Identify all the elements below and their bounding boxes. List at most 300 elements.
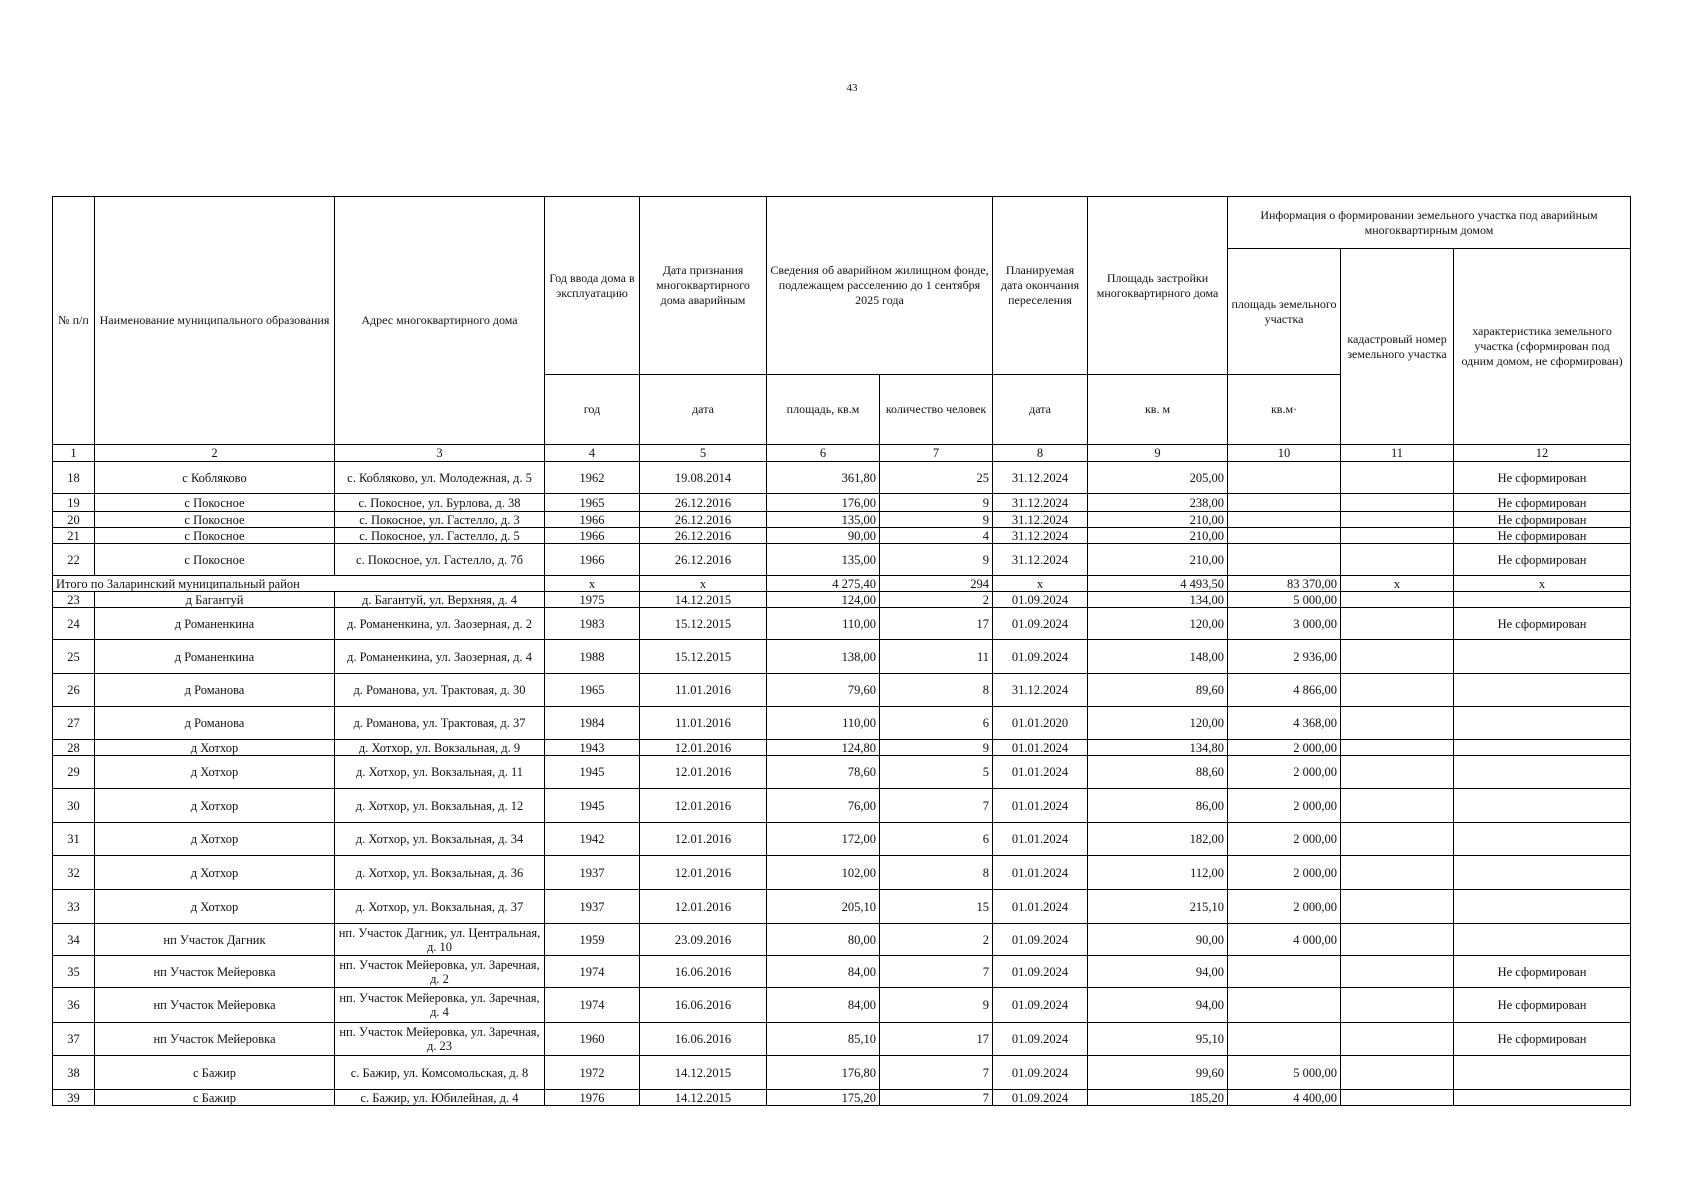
people-count: 4 bbox=[880, 528, 993, 544]
year-in-service: 1972 bbox=[545, 1056, 640, 1090]
planned-date: 01.01.2020 bbox=[993, 707, 1088, 740]
date-recognized: 12.01.2016 bbox=[640, 789, 767, 823]
land-characteristic bbox=[1454, 707, 1631, 740]
cadastral-number bbox=[1341, 462, 1454, 494]
people-count: 9 bbox=[880, 494, 993, 512]
land-area: 2 936,00 bbox=[1228, 640, 1341, 674]
build-area: 210,00 bbox=[1088, 544, 1228, 576]
land-characteristic: Не сформирован bbox=[1454, 956, 1631, 988]
land-area: 4 866,00 bbox=[1228, 674, 1341, 707]
people-count: 11 bbox=[880, 640, 993, 674]
year-in-service: 1974 bbox=[545, 988, 640, 1023]
house-address: с. Покосное, ул. Гастелло, д. 7б bbox=[335, 544, 545, 576]
people-count: 8 bbox=[880, 856, 993, 890]
row-number: 36 bbox=[53, 988, 95, 1023]
total-row bbox=[53, 576, 1631, 592]
cadastral-number bbox=[1341, 512, 1454, 528]
total-date: х bbox=[640, 576, 767, 592]
people-count: 9 bbox=[880, 512, 993, 528]
total-planned: х bbox=[993, 576, 1088, 592]
house-address: д. Хотхор, ул. Вокзальная, д. 34 bbox=[335, 823, 545, 856]
planned-date: 01.01.2024 bbox=[993, 890, 1088, 924]
cadastral-number bbox=[1341, 528, 1454, 544]
date-recognized: 16.06.2016 bbox=[640, 988, 767, 1023]
planned-date: 01.09.2024 bbox=[993, 988, 1088, 1023]
land-area bbox=[1228, 956, 1341, 988]
page-number: 43 bbox=[846, 82, 858, 94]
date-recognized: 11.01.2016 bbox=[640, 707, 767, 740]
cadastral-number bbox=[1341, 856, 1454, 890]
column-number-row bbox=[53, 445, 1631, 462]
house-address: д. Романова, ул. Трактовая, д. 30 bbox=[335, 674, 545, 707]
build-area: 134,80 bbox=[1088, 740, 1228, 756]
planned-date: 01.01.2024 bbox=[993, 740, 1088, 756]
header-land-info: Информация о формировании земельного участка под аварийным многоквартирным домом bbox=[1228, 197, 1631, 249]
year-in-service: 1966 bbox=[545, 512, 640, 528]
row-number: 24 bbox=[53, 608, 95, 640]
total-build-area: 4 493,50 bbox=[1088, 576, 1228, 592]
land-characteristic bbox=[1454, 592, 1631, 608]
land-area: 2 000,00 bbox=[1228, 740, 1341, 756]
build-area: 94,00 bbox=[1088, 988, 1228, 1023]
house-address: с. Покосное, ул. Гастелло, д. 5 bbox=[335, 528, 545, 544]
cadastral-number bbox=[1341, 494, 1454, 512]
year-in-service: 1983 bbox=[545, 608, 640, 640]
header-planned: Планируемая дата окончания переселения bbox=[993, 197, 1088, 375]
header-date-recognized: Дата признания многоквартирного дома аварийным bbox=[640, 197, 767, 375]
build-area: 95,10 bbox=[1088, 1023, 1228, 1056]
municipality-name: с Покосное bbox=[95, 528, 335, 544]
year-in-service: 1962 bbox=[545, 462, 640, 494]
table-row bbox=[53, 956, 1631, 988]
build-area: 148,00 bbox=[1088, 640, 1228, 674]
date-recognized: 14.12.2015 bbox=[640, 1056, 767, 1090]
fund-area: 361,80 bbox=[767, 462, 880, 494]
total-people: 294 bbox=[880, 576, 993, 592]
cadastral-number bbox=[1341, 789, 1454, 823]
year-in-service: 1945 bbox=[545, 756, 640, 789]
build-area: 90,00 bbox=[1088, 924, 1228, 956]
people-count: 2 bbox=[880, 592, 993, 608]
build-area: 86,00 bbox=[1088, 789, 1228, 823]
cadastral-number bbox=[1341, 1023, 1454, 1056]
municipality-name: с Покосное bbox=[95, 494, 335, 512]
date-recognized: 16.06.2016 bbox=[640, 956, 767, 988]
house-address: д. Хотхор, ул. Вокзальная, д. 9 bbox=[335, 740, 545, 756]
build-area: 134,00 bbox=[1088, 592, 1228, 608]
date-recognized: 26.12.2016 bbox=[640, 528, 767, 544]
people-count: 8 bbox=[880, 674, 993, 707]
cadastral-number bbox=[1341, 756, 1454, 789]
row-number: 19 bbox=[53, 494, 95, 512]
municipality-name: д Романенкина bbox=[95, 640, 335, 674]
row-number: 28 bbox=[53, 740, 95, 756]
planned-date: 01.01.2024 bbox=[993, 823, 1088, 856]
table-row bbox=[53, 856, 1631, 890]
planned-date: 31.12.2024 bbox=[993, 544, 1088, 576]
header-name: Наименование муниципального образования bbox=[95, 197, 335, 445]
row-number: 23 bbox=[53, 592, 95, 608]
fund-area: 135,00 bbox=[767, 544, 880, 576]
cadastral-number bbox=[1341, 956, 1454, 988]
land-characteristic bbox=[1454, 640, 1631, 674]
date-recognized: 14.12.2015 bbox=[640, 592, 767, 608]
planned-date: 31.12.2024 bbox=[993, 512, 1088, 528]
municipality-name: д Романенкина bbox=[95, 608, 335, 640]
year-in-service: 1984 bbox=[545, 707, 640, 740]
build-area: 88,60 bbox=[1088, 756, 1228, 789]
header-year-in: Год ввода дома в эксплуатацию bbox=[545, 197, 640, 375]
house-address: д. Романенкина, ул. Заозерная, д. 4 bbox=[335, 640, 545, 674]
land-area: 5 000,00 bbox=[1228, 1056, 1341, 1090]
col-number: 4 bbox=[545, 445, 640, 462]
house-address: нп. Участок Мейеровка, ул. Заречная, д. 23 bbox=[335, 1023, 545, 1056]
fund-area: 102,00 bbox=[767, 856, 880, 890]
cadastral-number bbox=[1341, 740, 1454, 756]
header-num: № п/п bbox=[53, 197, 95, 445]
build-area: 210,00 bbox=[1088, 512, 1228, 528]
table-row bbox=[53, 608, 1631, 640]
col-number: 7 bbox=[880, 445, 993, 462]
cadastral-number bbox=[1341, 608, 1454, 640]
planned-date: 01.09.2024 bbox=[993, 924, 1088, 956]
land-characteristic: Не сформирован bbox=[1454, 1023, 1631, 1056]
build-area: 205,00 bbox=[1088, 462, 1228, 494]
year-in-service: 1965 bbox=[545, 494, 640, 512]
municipality-name: нп Участок Мейеровка bbox=[95, 988, 335, 1023]
house-address: д. Романова, ул. Трактовая, д. 37 bbox=[335, 707, 545, 740]
total-year: х bbox=[545, 576, 640, 592]
col-number: 1 bbox=[53, 445, 95, 462]
planned-date: 01.01.2024 bbox=[993, 856, 1088, 890]
fund-area: 205,10 bbox=[767, 890, 880, 924]
fund-area: 110,00 bbox=[767, 707, 880, 740]
land-characteristic bbox=[1454, 1056, 1631, 1090]
house-address: д. Хотхор, ул. Вокзальная, д. 36 bbox=[335, 856, 545, 890]
unit-date: дата bbox=[640, 375, 767, 445]
row-number: 32 bbox=[53, 856, 95, 890]
row-number: 35 bbox=[53, 956, 95, 988]
unit-area: площадь, кв.м bbox=[767, 375, 880, 445]
year-in-service: 1942 bbox=[545, 823, 640, 856]
build-area: 182,00 bbox=[1088, 823, 1228, 856]
table-row bbox=[53, 890, 1631, 924]
municipality-name: д Хотхор bbox=[95, 823, 335, 856]
house-address: нп. Участок Дагник, ул. Центральная, д. 10 bbox=[335, 924, 545, 956]
planned-date: 31.12.2024 bbox=[993, 674, 1088, 707]
fund-area: 80,00 bbox=[767, 924, 880, 956]
year-in-service: 1959 bbox=[545, 924, 640, 956]
year-in-service: 1945 bbox=[545, 789, 640, 823]
date-recognized: 26.12.2016 bbox=[640, 494, 767, 512]
table-row bbox=[53, 756, 1631, 789]
fund-area: 176,80 bbox=[767, 1056, 880, 1090]
land-area: 2 000,00 bbox=[1228, 823, 1341, 856]
row-number: 33 bbox=[53, 890, 95, 924]
fund-area: 175,20 bbox=[767, 1090, 880, 1106]
people-count: 9 bbox=[880, 988, 993, 1023]
land-characteristic: Не сформирован bbox=[1454, 462, 1631, 494]
planned-date: 01.01.2024 bbox=[993, 789, 1088, 823]
fund-area: 76,00 bbox=[767, 789, 880, 823]
people-count: 9 bbox=[880, 544, 993, 576]
land-area bbox=[1228, 988, 1341, 1023]
table-row bbox=[53, 1056, 1631, 1090]
land-characteristic bbox=[1454, 856, 1631, 890]
planned-date: 01.09.2024 bbox=[993, 1023, 1088, 1056]
row-number: 25 bbox=[53, 640, 95, 674]
municipality-name: д Хотхор bbox=[95, 789, 335, 823]
row-number: 34 bbox=[53, 924, 95, 956]
people-count: 25 bbox=[880, 462, 993, 494]
municipality-name: д Хотхор bbox=[95, 890, 335, 924]
year-in-service: 1988 bbox=[545, 640, 640, 674]
land-area: 2 000,00 bbox=[1228, 856, 1341, 890]
people-count: 17 bbox=[880, 1023, 993, 1056]
col-number: 5 bbox=[640, 445, 767, 462]
land-area bbox=[1228, 512, 1341, 528]
date-recognized: 26.12.2016 bbox=[640, 544, 767, 576]
municipality-name: д Романова bbox=[95, 707, 335, 740]
fund-area: 176,00 bbox=[767, 494, 880, 512]
header-address: Адрес многоквартирного дома bbox=[335, 197, 545, 445]
cadastral-number bbox=[1341, 674, 1454, 707]
planned-date: 01.01.2024 bbox=[993, 756, 1088, 789]
people-count: 7 bbox=[880, 956, 993, 988]
total-land-char: х bbox=[1454, 576, 1631, 592]
year-in-service: 1966 bbox=[545, 544, 640, 576]
land-characteristic: Не сформирован bbox=[1454, 608, 1631, 640]
land-characteristic bbox=[1454, 789, 1631, 823]
date-recognized: 14.12.2015 bbox=[640, 1090, 767, 1106]
people-count: 6 bbox=[880, 707, 993, 740]
fund-area: 84,00 bbox=[767, 956, 880, 988]
table-row bbox=[53, 823, 1631, 856]
col-number: 8 bbox=[993, 445, 1088, 462]
house-address: с. Бажир, ул. Комсомольская, д. 8 bbox=[335, 1056, 545, 1090]
table-row bbox=[53, 592, 1631, 608]
land-characteristic bbox=[1454, 740, 1631, 756]
table-body-lower bbox=[53, 592, 1631, 1106]
total-label: Итого по Заларинский муниципальный район bbox=[53, 576, 545, 592]
house-address: д. Хотхор, ул. Вокзальная, д. 11 bbox=[335, 756, 545, 789]
year-in-service: 1976 bbox=[545, 1090, 640, 1106]
planned-date: 01.09.2024 bbox=[993, 592, 1088, 608]
row-number: 29 bbox=[53, 756, 95, 789]
house-address: нп. Участок Мейеровка, ул. Заречная, д. 2 bbox=[335, 956, 545, 988]
land-area bbox=[1228, 528, 1341, 544]
municipality-name: нп Участок Дагник bbox=[95, 924, 335, 956]
build-area: 89,60 bbox=[1088, 674, 1228, 707]
land-characteristic: Не сформирован bbox=[1454, 512, 1631, 528]
date-recognized: 11.01.2016 bbox=[640, 674, 767, 707]
cadastral-number bbox=[1341, 890, 1454, 924]
build-area: 185,20 bbox=[1088, 1090, 1228, 1106]
build-area: 238,00 bbox=[1088, 494, 1228, 512]
table-row bbox=[53, 494, 1631, 512]
municipality-name: д Багантуй bbox=[95, 592, 335, 608]
fund-area: 124,00 bbox=[767, 592, 880, 608]
date-recognized: 12.01.2016 bbox=[640, 756, 767, 789]
land-area: 2 000,00 bbox=[1228, 890, 1341, 924]
header-build-area: Площадь застройки многоквартирного дома bbox=[1088, 197, 1228, 375]
fund-area: 84,00 bbox=[767, 988, 880, 1023]
cadastral-number bbox=[1341, 640, 1454, 674]
col-number: 3 bbox=[335, 445, 545, 462]
people-count: 7 bbox=[880, 1056, 993, 1090]
year-in-service: 1974 bbox=[545, 956, 640, 988]
total-cadastral: х bbox=[1341, 576, 1454, 592]
date-recognized: 16.06.2016 bbox=[640, 1023, 767, 1056]
row-number: 26 bbox=[53, 674, 95, 707]
house-address: д. Багантуй, ул. Верхняя, д. 4 bbox=[335, 592, 545, 608]
municipality-name: д Хотхор bbox=[95, 856, 335, 890]
cadastral-number bbox=[1341, 988, 1454, 1023]
municipality-name: д Романова bbox=[95, 674, 335, 707]
row-number: 30 bbox=[53, 789, 95, 823]
people-count: 7 bbox=[880, 1090, 993, 1106]
land-area bbox=[1228, 544, 1341, 576]
house-address: с. Покосное, ул. Гастелло, д. 3 bbox=[335, 512, 545, 528]
land-characteristic: Не сформирован bbox=[1454, 494, 1631, 512]
people-count: 5 bbox=[880, 756, 993, 789]
build-area: 94,00 bbox=[1088, 956, 1228, 988]
land-area: 2 000,00 bbox=[1228, 789, 1341, 823]
year-in-service: 1937 bbox=[545, 856, 640, 890]
people-count: 17 bbox=[880, 608, 993, 640]
fund-area: 138,00 bbox=[767, 640, 880, 674]
municipality-name: д Хотхор bbox=[95, 756, 335, 789]
col-number: 9 bbox=[1088, 445, 1228, 462]
planned-date: 31.12.2024 bbox=[993, 462, 1088, 494]
people-count: 7 bbox=[880, 789, 993, 823]
land-area bbox=[1228, 462, 1341, 494]
planned-date: 01.09.2024 bbox=[993, 640, 1088, 674]
house-address: с. Кобляково, ул. Молодежная, д. 5 bbox=[335, 462, 545, 494]
house-address: с. Покосное, ул. Бурлова, д. 38 bbox=[335, 494, 545, 512]
planned-date: 31.12.2024 bbox=[993, 494, 1088, 512]
unit-land-sqm: кв.м· bbox=[1228, 375, 1341, 445]
table-row bbox=[53, 640, 1631, 674]
house-address: д. Романенкина, ул. Заозерная, д. 2 bbox=[335, 608, 545, 640]
row-number: 20 bbox=[53, 512, 95, 528]
cadastral-number bbox=[1341, 1090, 1454, 1106]
row-number: 22 bbox=[53, 544, 95, 576]
municipality-name: с Бажир bbox=[95, 1056, 335, 1090]
planned-date: 01.09.2024 bbox=[993, 608, 1088, 640]
table-row bbox=[53, 462, 1631, 494]
header-fund: Сведения об аварийном жилищном фонде, подлежащем расселению до 1 сентября 2025 года bbox=[767, 197, 993, 375]
people-count: 2 bbox=[880, 924, 993, 956]
land-area: 2 000,00 bbox=[1228, 756, 1341, 789]
land-characteristic: Не сформирован bbox=[1454, 544, 1631, 576]
row-number: 21 bbox=[53, 528, 95, 544]
land-characteristic bbox=[1454, 674, 1631, 707]
year-in-service: 1960 bbox=[545, 1023, 640, 1056]
municipality-name: с Покосное bbox=[95, 544, 335, 576]
row-number: 39 bbox=[53, 1090, 95, 1106]
cadastral-number bbox=[1341, 544, 1454, 576]
date-recognized: 26.12.2016 bbox=[640, 512, 767, 528]
emergency-housing-table bbox=[52, 196, 1631, 1106]
date-recognized: 12.01.2016 bbox=[640, 823, 767, 856]
cadastral-number bbox=[1341, 924, 1454, 956]
header-land-char: характеристика земельного участка (сформирован под одним домом, не сформирован) bbox=[1454, 249, 1631, 445]
land-area: 3 000,00 bbox=[1228, 608, 1341, 640]
table-row bbox=[53, 740, 1631, 756]
date-recognized: 12.01.2016 bbox=[640, 856, 767, 890]
year-in-service: 1943 bbox=[545, 740, 640, 756]
house-address: д. Хотхор, ул. Вокзальная, д. 37 bbox=[335, 890, 545, 924]
row-number: 37 bbox=[53, 1023, 95, 1056]
table-row bbox=[53, 789, 1631, 823]
land-area: 4 000,00 bbox=[1228, 924, 1341, 956]
table-body-upper bbox=[53, 462, 1631, 576]
fund-area: 135,00 bbox=[767, 512, 880, 528]
fund-area: 79,60 bbox=[767, 674, 880, 707]
land-area: 4 368,00 bbox=[1228, 707, 1341, 740]
date-recognized: 12.01.2016 bbox=[640, 740, 767, 756]
fund-area: 85,10 bbox=[767, 1023, 880, 1056]
municipality-name: с Бажир bbox=[95, 1090, 335, 1106]
table-row bbox=[53, 528, 1631, 544]
row-number: 27 bbox=[53, 707, 95, 740]
land-characteristic bbox=[1454, 823, 1631, 856]
col-number: 6 bbox=[767, 445, 880, 462]
cadastral-number bbox=[1341, 823, 1454, 856]
land-characteristic: Не сформирован bbox=[1454, 528, 1631, 544]
row-number: 18 bbox=[53, 462, 95, 494]
date-recognized: 19.08.2014 bbox=[640, 462, 767, 494]
table-row bbox=[53, 924, 1631, 956]
municipality-name: д Хотхор bbox=[95, 740, 335, 756]
build-area: 215,10 bbox=[1088, 890, 1228, 924]
header-land-area: площадь земельного участка bbox=[1228, 249, 1341, 375]
unit-people: количество человек bbox=[880, 375, 993, 445]
unit-year: год bbox=[545, 375, 640, 445]
land-area bbox=[1228, 1023, 1341, 1056]
total-area: 4 275,40 bbox=[767, 576, 880, 592]
land-area bbox=[1228, 494, 1341, 512]
build-area: 120,00 bbox=[1088, 707, 1228, 740]
municipality-name: нп Участок Мейеровка bbox=[95, 1023, 335, 1056]
col-number: 10 bbox=[1228, 445, 1341, 462]
col-number: 11 bbox=[1341, 445, 1454, 462]
header-cadastral: кадастровый номер земельного участка bbox=[1341, 249, 1454, 445]
table-row bbox=[53, 512, 1631, 528]
planned-date: 31.12.2024 bbox=[993, 528, 1088, 544]
cadastral-number bbox=[1341, 707, 1454, 740]
col-number: 12 bbox=[1454, 445, 1631, 462]
col-number: 2 bbox=[95, 445, 335, 462]
house-address: д. Хотхор, ул. Вокзальная, д. 12 bbox=[335, 789, 545, 823]
land-area: 4 400,00 bbox=[1228, 1090, 1341, 1106]
date-recognized: 23.09.2016 bbox=[640, 924, 767, 956]
planned-date: 01.09.2024 bbox=[993, 956, 1088, 988]
cadastral-number bbox=[1341, 592, 1454, 608]
table-row bbox=[53, 544, 1631, 576]
municipality-name: нп Участок Мейеровка bbox=[95, 956, 335, 988]
date-recognized: 12.01.2016 bbox=[640, 890, 767, 924]
fund-area: 172,00 bbox=[767, 823, 880, 856]
year-in-service: 1937 bbox=[545, 890, 640, 924]
municipality-name: с Кобляково bbox=[95, 462, 335, 494]
date-recognized: 15.12.2015 bbox=[640, 608, 767, 640]
year-in-service: 1975 bbox=[545, 592, 640, 608]
house-address: с. Бажир, ул. Юбилейная, д. 4 bbox=[335, 1090, 545, 1106]
planned-date: 01.09.2024 bbox=[993, 1056, 1088, 1090]
fund-area: 110,00 bbox=[767, 608, 880, 640]
